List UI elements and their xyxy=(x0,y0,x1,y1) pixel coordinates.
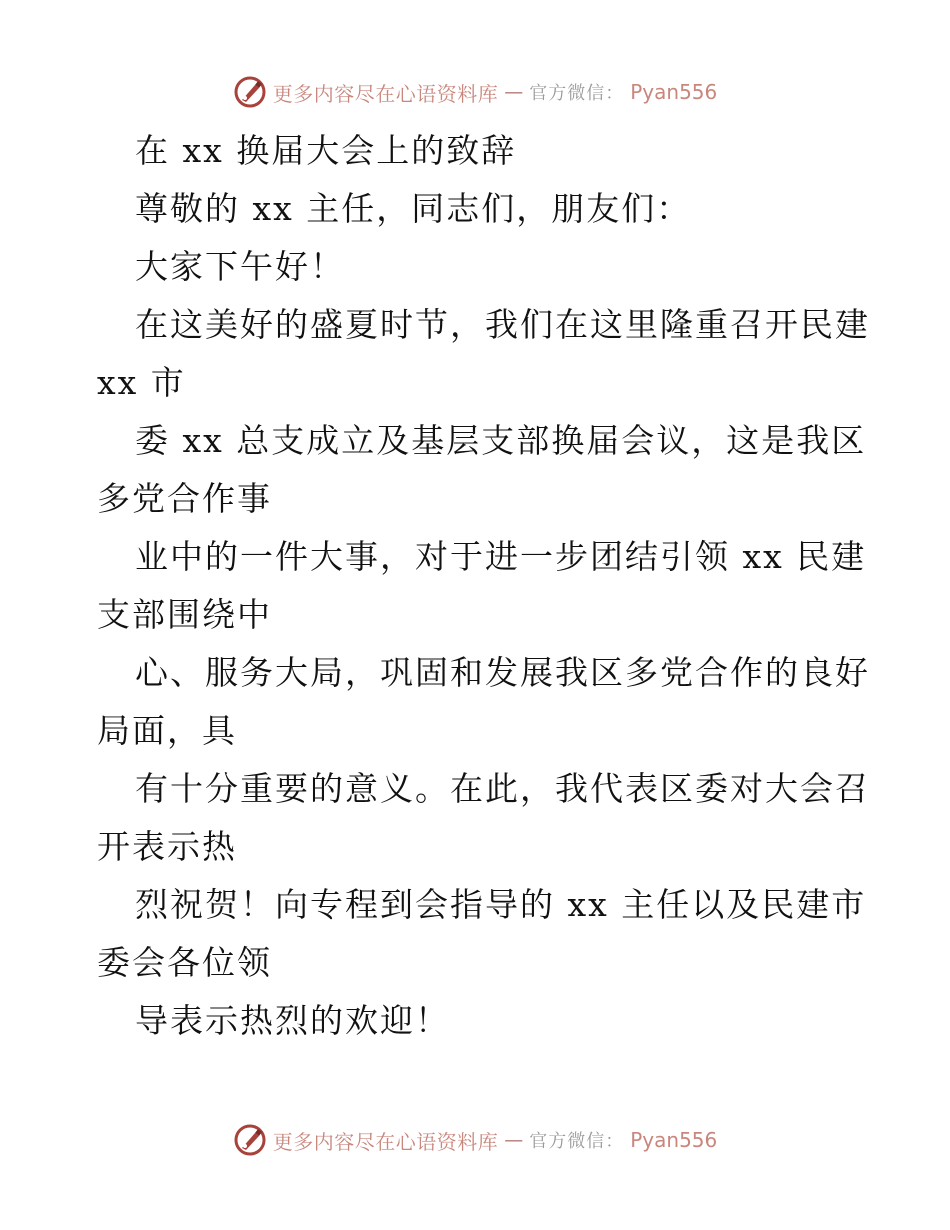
paragraph-line: 导表示热烈的欢迎！ xyxy=(135,1001,450,1040)
paragraph-line: 局面，具 xyxy=(97,711,237,750)
paragraph-line: 业中的一件大事，对于进一步团结引领 xx 民建 xyxy=(135,537,867,576)
paragraph-line: 在这美好的盛夏时节，我们在这里隆重召开民建 xyxy=(135,305,870,344)
banner-account: Pyan556 xyxy=(630,80,718,104)
paragraph-line: 委会各位领 xyxy=(97,943,272,982)
salutation: 尊敬的 xx 主任，同志们，朋友们： xyxy=(135,189,692,228)
banner-separator: — xyxy=(504,1129,524,1151)
paragraph-line: xx 市 xyxy=(97,363,186,402)
banner-wechat-label: 官方微信： xyxy=(529,1131,625,1152)
banner-separator: — xyxy=(504,81,524,103)
paragraph-line: 开表示热 xyxy=(97,827,237,866)
banner-account: Pyan556 xyxy=(630,1128,718,1152)
paragraph-line: 委 xx 总支成立及基层支部换届会议，这是我区 xyxy=(135,421,867,460)
footer-banner xyxy=(0,1118,950,1162)
paragraph-line: 烈祝贺！向专程到会指导的 xx 主任以及民建市 xyxy=(135,885,867,924)
header-banner xyxy=(0,70,950,114)
document-title: 在 xx 换届大会上的致辞 xyxy=(135,131,517,170)
greeting: 大家下午好！ xyxy=(135,247,345,286)
paragraph-line: 有十分重要的意义。在此，我代表区委对大会召 xyxy=(135,769,870,808)
paragraph-line: 支部围绕中 xyxy=(97,595,272,634)
pen-logo-icon xyxy=(233,75,267,109)
paragraph-line: 多党合作事 xyxy=(97,479,272,518)
banner-wechat-label: 官方微信： xyxy=(529,83,625,104)
pen-logo-icon xyxy=(233,1123,267,1157)
banner-brand-text: 更多内容尽在心语资料库 xyxy=(272,1129,499,1154)
banner-brand-text: 更多内容尽在心语资料库 xyxy=(272,81,499,106)
document-body xyxy=(97,122,870,1050)
paragraph-line: 心、服务大局，巩固和发展我区多党合作的良好 xyxy=(135,653,870,692)
